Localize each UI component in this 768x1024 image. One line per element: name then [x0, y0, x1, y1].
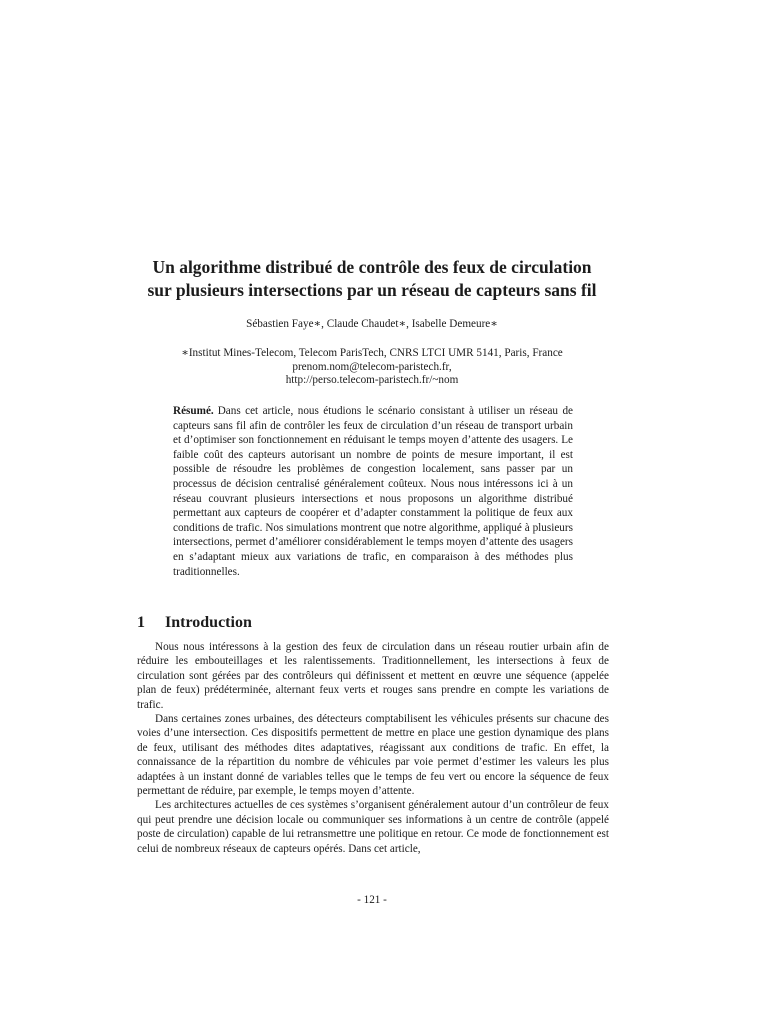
- affiliation-block: [120, 347, 624, 388]
- title-line-2: sur plusieurs intersections par un réseau de capteurs sans fil: [147, 280, 597, 300]
- section-number: 1: [137, 614, 145, 631]
- paragraph: Nous nous intéressons à la gestion des feux de circulation dans un réseau routier urbain afin de réduire les embouteillages et les ralentissements. Traditionnellement, les intersections à feux de circulation sont gérées par des contrôleurs qui définissent et mettent en œuvre une séquence (appelée plan de feux) prédéterminée, alternant feux verts et rouges sans prendre en compte les variations de trafic.: [137, 641, 609, 711]
- affiliation-institution: ∗Institut Mines-Telecom, Telecom ParisTech, CNRS LTCI UMR 5141, Paris, France: [181, 347, 563, 359]
- title-line-1: Un algorithme distribué de contrôle des feux de circulation: [152, 257, 592, 277]
- abstract-label: Résumé.: [173, 405, 214, 417]
- section-title: Introduction: [165, 614, 252, 631]
- author-list: Sébastien Faye∗, Claude Chaudet∗, Isabelle Demeure∗: [246, 318, 498, 330]
- section-heading: [137, 613, 252, 633]
- affiliation-url: http://perso.telecom-paristech.fr/~nom: [285, 374, 459, 387]
- paragraph: Dans certaines zones urbaines, des détecteurs comptabilisent les véhicules présents sur chacune des voies d’une intersection. Ces dispositifs permettent de mettre en place une gestion dynamique des plans de feux, utilisant des méthodes dites adaptatives, réagissant aux conditions de trafic. En effet, la connaissance de la répartition du nombre de véhicules par voie permet d’estimer les valeurs les plus adaptées à un instant donné de variables telles que le temps de feu vert ou encore la séquence de feux permettant de réduire, par exemple, le temps moyen d’attente.: [137, 713, 609, 798]
- paper-title: [120, 256, 624, 302]
- abstract-text: Dans cet article, nous étudions le scénario consistant à utiliser un réseau de capteurs sans fil afin de contrôler les feux de circulation d’un réseau de transport urbain et d’optimiser son fonctionnement en réduisant le temps moyen d’attente des usagers. Le faible coût des capteurs autorisant un nombre de points de mesure important, il est possible de résoudre les problèmes de congestion localement, sans passer par un processus de décision centralisé généralement coûteux. Nous nous intéressons ici à un réseau couvrant plusieurs intersections et nous proposons un algorithme distribué permettant aux capteurs de coopérer et d’adapter constamment la politique de feux aux conditions de trafic. Nos simulations montrent que notre algorithme, appliqué à plusieurs intersections, permet d’améliorer considérablement le temps moyen d’attente des usagers en s’adaptant mieux aux variations de trafic, en comparaison à des méthodes plus traditionnelles.: [173, 405, 573, 578]
- page-number: - 121 -: [357, 894, 387, 906]
- affiliation-email: prenom.nom@telecom-paristech.fr,: [292, 360, 452, 373]
- section-body: [137, 640, 609, 856]
- abstract: [173, 404, 573, 579]
- paragraph: Les architectures actuelles de ces systèmes s’organisent généralement autour d’un contrôleur de feux qui peut prendre une décision locale ou communiquer ses informations à un centre de contrôle (appelé poste de circulation) capable de lui retransmettre une politique en retour. Ce mode de fonctionnement est celui de nombreux réseaux de capteurs opérés. Dans cet article,: [137, 799, 609, 855]
